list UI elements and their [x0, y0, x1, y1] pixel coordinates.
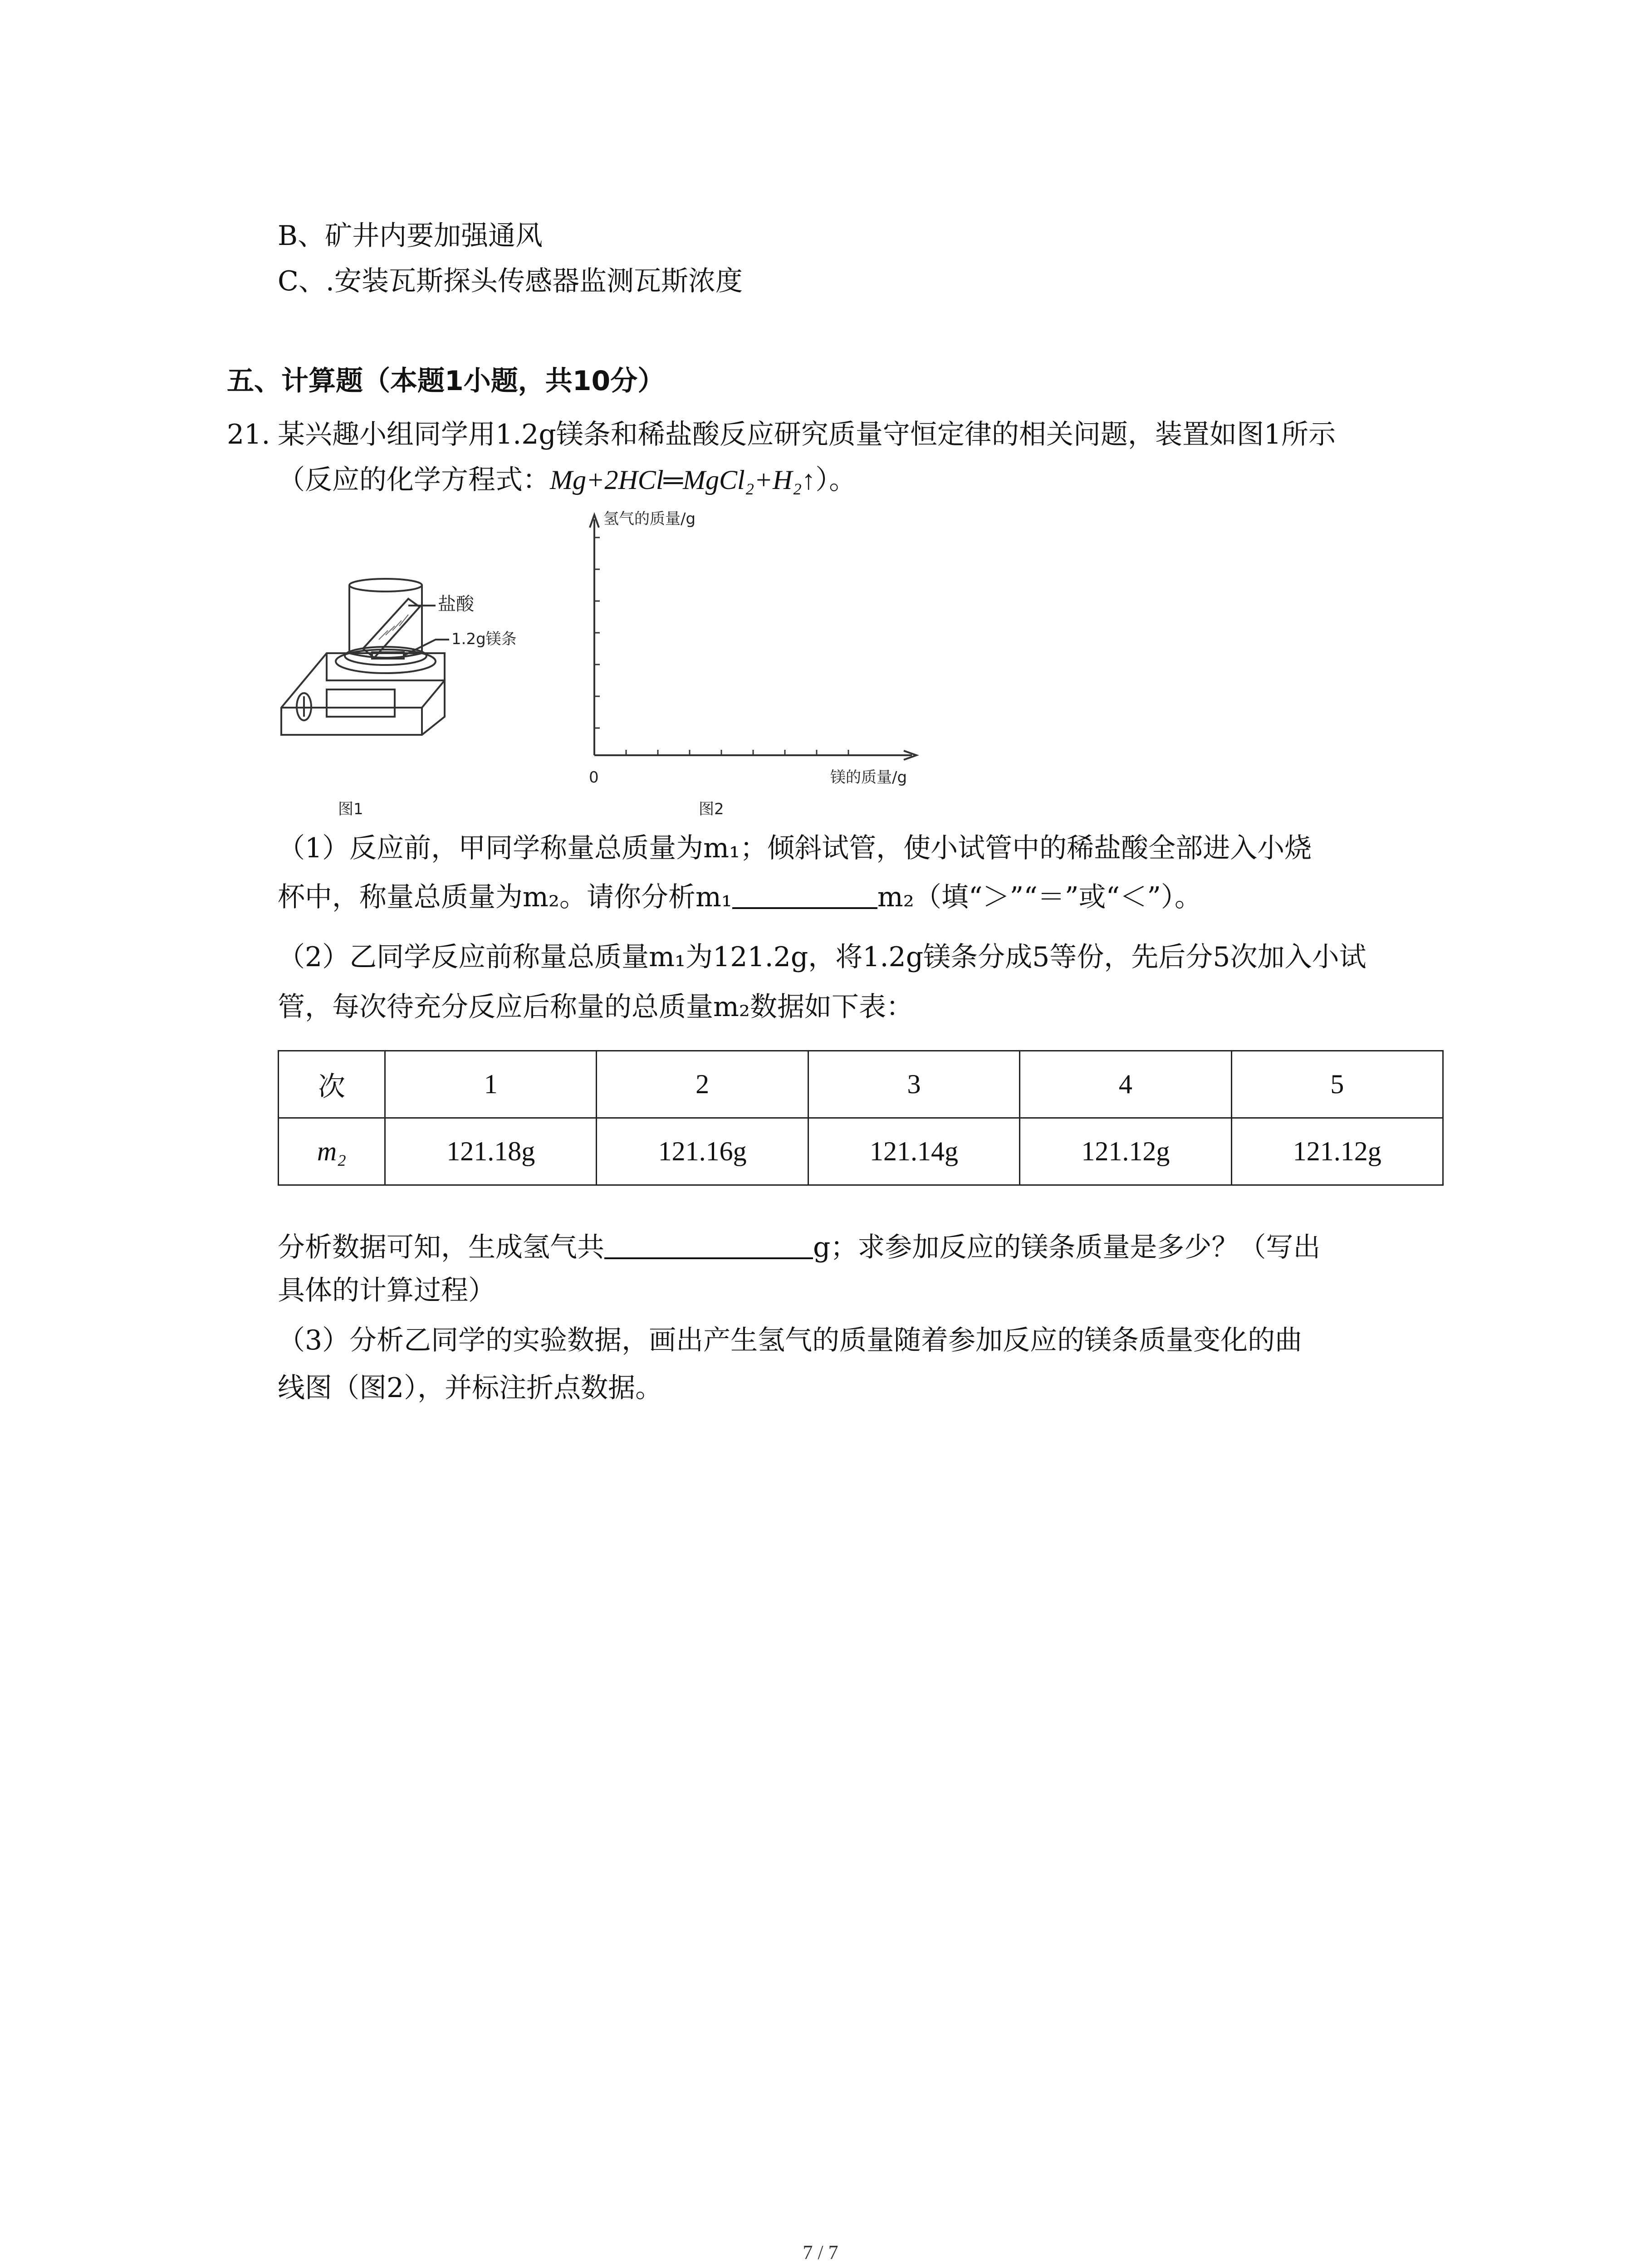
option-c: C、.安装瓦斯探头传感器监测瓦斯浓度 [278, 265, 743, 297]
question-line2 [278, 462, 856, 498]
reaction-equation: Mg+2HCl═MgCl₂+H₂↑ [550, 465, 816, 495]
table-header-cell: 1 [385, 1051, 597, 1118]
table-row-label: m₂ [279, 1118, 385, 1185]
figure1-apparatus [272, 562, 599, 826]
table-cell: 121.18g [385, 1118, 597, 1185]
mass-data-table [278, 1050, 1444, 1186]
table-header-cell: 2 [597, 1051, 808, 1118]
question-line2-pre: （反应的化学方程式： [278, 464, 550, 496]
part1-line1: （1）反应前，甲同学称量总质量为m₁；倾斜试管，使小试管中的稀盐酸全部进入小烧 [278, 832, 1312, 864]
table-header-cell: 次 [279, 1051, 385, 1118]
part1-line2 [278, 879, 1202, 915]
part2-after-post: g；求参加反应的镁条质量是多少？（写出 [813, 1232, 1321, 1263]
question-number: 21. [227, 419, 270, 450]
part1-line2-pre: 杯中，称量总质量为m₂。请你分析m₁ [278, 881, 732, 913]
part2-line1: （2）乙同学反应前称量总质量m₁为121.2g，将1.2g镁条分成5等份，先后分5次加入小试 [278, 941, 1367, 973]
table-cell: 121.12g [1020, 1118, 1231, 1185]
table-header-cell: 3 [808, 1051, 1019, 1118]
table-row [279, 1118, 1443, 1185]
table-header-cell: 5 [1231, 1051, 1443, 1118]
part3-line1: （3）分析乙同学的实验数据，画出产生氢气的质量随着参加反应的镁条质量变化的曲 [278, 1325, 1303, 1356]
table-header-cell: 4 [1020, 1051, 1231, 1118]
part3-line2: 线图（图2），并标注折点数据。 [278, 1372, 663, 1404]
table-cell: 121.16g [597, 1118, 808, 1185]
answer-blank-2[interactable] [604, 1229, 813, 1259]
table-cell: 121.14g [808, 1118, 1019, 1185]
question-line1: 某兴趣小组同学用1.2g镁条和稀盐酸反应研究质量守恒定律的相关问题，装置如图1所示 [278, 419, 1336, 450]
figure2-axes [576, 506, 930, 823]
answer-blank-1[interactable] [732, 879, 877, 909]
question-line2-post: ）。 [815, 464, 857, 496]
part2-after-line1 [278, 1229, 1320, 1266]
figure2-xlabel: 镁的质量/g [830, 768, 907, 787]
part2-after-pre: 分析数据可知，生成氢气共 [278, 1232, 604, 1263]
figure1-caption: 图1 [338, 800, 363, 818]
section-title: 五、计算题（本题1小题，共10分） [227, 365, 665, 397]
table-cell: 121.12g [1231, 1118, 1443, 1185]
part2-after-line2: 具体的计算过程） [278, 1275, 495, 1306]
label-magnesium: 1.2g镁条 [451, 630, 517, 648]
part2-line2: 管，每次待充分反应后称量的总质量m₂数据如下表： [278, 991, 913, 1023]
figure2-ylabel: 氢气的质量/g [603, 510, 696, 528]
figure2-origin: 0 [589, 768, 599, 787]
label-acid: 盐酸 [438, 594, 474, 615]
table-row [279, 1051, 1443, 1118]
page-number: 7 / 7 [803, 2241, 838, 2263]
figure2-caption: 图2 [699, 800, 724, 818]
part1-line2-post: m₂（填“＞”“＝”或“＜”）。 [877, 881, 1202, 913]
option-b: B、矿井内要加强通风 [278, 220, 543, 252]
